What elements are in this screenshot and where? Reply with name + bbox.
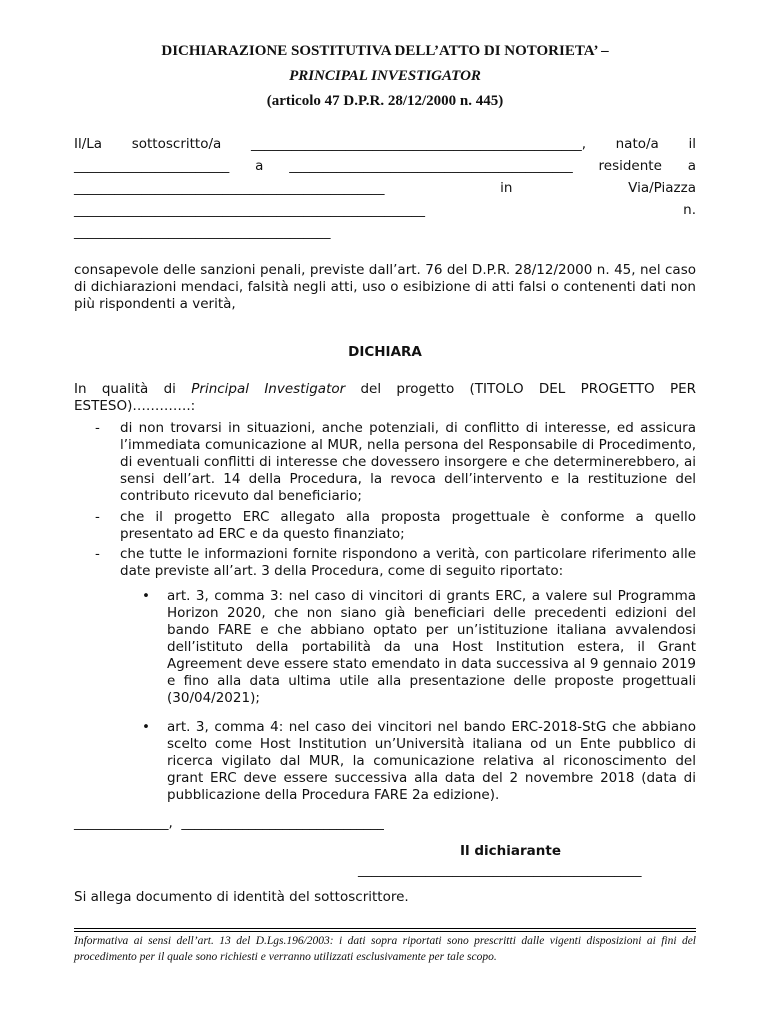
privacy-footnote: Informativa ai sensi dell’art. 13 del D.Lgs.196/2003: i dati sopra riportati sono prescritti dalle vigenti disposizioni ai fini del procedimento per il quale sono richiesti e verranno utilizzati esclusivamente per tale scopo.: [74, 935, 696, 963]
identity-label-sottoscritto: sottoscritto/a: [131, 136, 222, 152]
document-title: DICHIARAZIONE SOSTITUTIVA DELL’ATTO DI NOTORIETA’ –: [161, 43, 609, 59]
list-item: di non trovarsi in situazioni, anche potenziali, di conflitto di interesse, ed assicura l’immediata comunicazione al MUR, nella persona del Responsabile di Procedimento, di eventuali conflitti di interesse che dovessero insorgere e che determinerebbero, ai sensi dell’art. 14 della Procedura, la revoca dell’intervento e la restituzione del contributo ricevuto dal beneficiario;: [120, 420, 696, 504]
document-subtitle: PRINCIPAL INVESTIGATOR: [289, 68, 481, 84]
dash-marker: -: [95, 546, 100, 562]
identity-label-nato: nato/a: [615, 136, 659, 152]
identity-label-in: in: [500, 180, 513, 196]
place-date-field[interactable]: ______________, ______________________________: [74, 815, 384, 831]
identity-row-4: [74, 202, 696, 218]
identity-row-1: [74, 136, 696, 152]
street-number-field[interactable]: ______________________________________: [74, 224, 331, 240]
identity-label-a: a: [255, 158, 264, 174]
identity-label-residente: residente: [598, 158, 662, 174]
list-item: che il progetto ERC allegato alla proposta progettuale è conforme a quello presentato ad ERC e da questo finanziato;: [120, 509, 696, 542]
intro-role: Principal Investigator: [191, 381, 346, 397]
identity-row-3: [74, 180, 696, 196]
dash-marker: -: [95, 420, 100, 436]
birth-place-field[interactable]: __________________________________________: [289, 158, 573, 174]
identity-label-n: n.: [683, 202, 696, 218]
signature-field[interactable]: __________________________________________: [358, 862, 642, 878]
list-item: art. 3, comma 3: nel caso di vincitori di grants ERC, a valere sul Programma Horizon 2020, che non siano già beneficiari delle precedenti edizioni del bando FARE e che abbiano optato per un’istituzione italiana avvalendosi dell’istituto della portabilità da una Host Institution estera, il Grant Agreement deve essere stato emendato in data successiva al 9 gennaio 2019 e fino alla data ultima utile alla presentazione delle proposte progettuali (30/04/2021);: [167, 588, 696, 706]
identity-label-a2: a: [687, 158, 696, 174]
name-field[interactable]: _________________________________________________,: [250, 136, 586, 152]
attachment-note: Si allega documento di identità del sottoscrittore.: [74, 889, 409, 905]
declares-heading: DICHIARA: [348, 344, 422, 360]
intro-prefix: In qualità di: [74, 381, 192, 397]
legal-reference: (articolo 47 D.P.R. 28/12/2000 n. 445): [266, 93, 504, 109]
footnote-divider: [74, 931, 696, 932]
bullet-marker: •: [142, 588, 150, 604]
identity-label-via: Via/Piazza: [628, 180, 696, 196]
list-item: art. 3, comma 4: nel caso dei vincitori nel bando ERC-2018-StG che abbiano scelto come Host Institution un’Università italiana od un Ente pubblico di ricerca vigilato dal MUR, la comunicazione relativa al riconoscimento del grant ERC deve essere successiva alla data del 2 novembre 2018 (data di pubblicazione della Procedura FARE 2a edizione).: [167, 719, 696, 803]
identity-label-il: il: [688, 136, 696, 152]
signature-label: Il dichiarante: [460, 843, 561, 859]
dash-marker: -: [95, 509, 100, 525]
footnote-divider: [74, 928, 696, 929]
list-item: che tutte le informazioni fornite rispondono a verità, con particolare riferimento alle date previste all’art. 3 della Procedura, come di seguito riportato:: [120, 546, 696, 579]
residence-city-field[interactable]: ______________________________________________: [74, 180, 385, 196]
identity-row-2: [74, 158, 696, 174]
bullet-marker: •: [142, 719, 150, 735]
birth-date-field[interactable]: _______________________: [74, 158, 230, 174]
intro-suffix: del progetto (TITOLO DEL PROGETTO PER ESTESO)………….:: [74, 381, 696, 414]
street-field[interactable]: ____________________________________________________: [74, 202, 425, 218]
identity-label-il-la: Il/La: [74, 136, 103, 152]
awareness-paragraph: consapevole delle sanzioni penali, previste dall’art. 76 del D.P.R. 28/12/2000 n. 45, nel caso di dichiarazioni mendaci, falsità negli atti, uso o esibizione di atti falsi o contenenti dati non più rispondenti a verità,: [74, 262, 696, 312]
intro-paragraph: [74, 381, 696, 415]
